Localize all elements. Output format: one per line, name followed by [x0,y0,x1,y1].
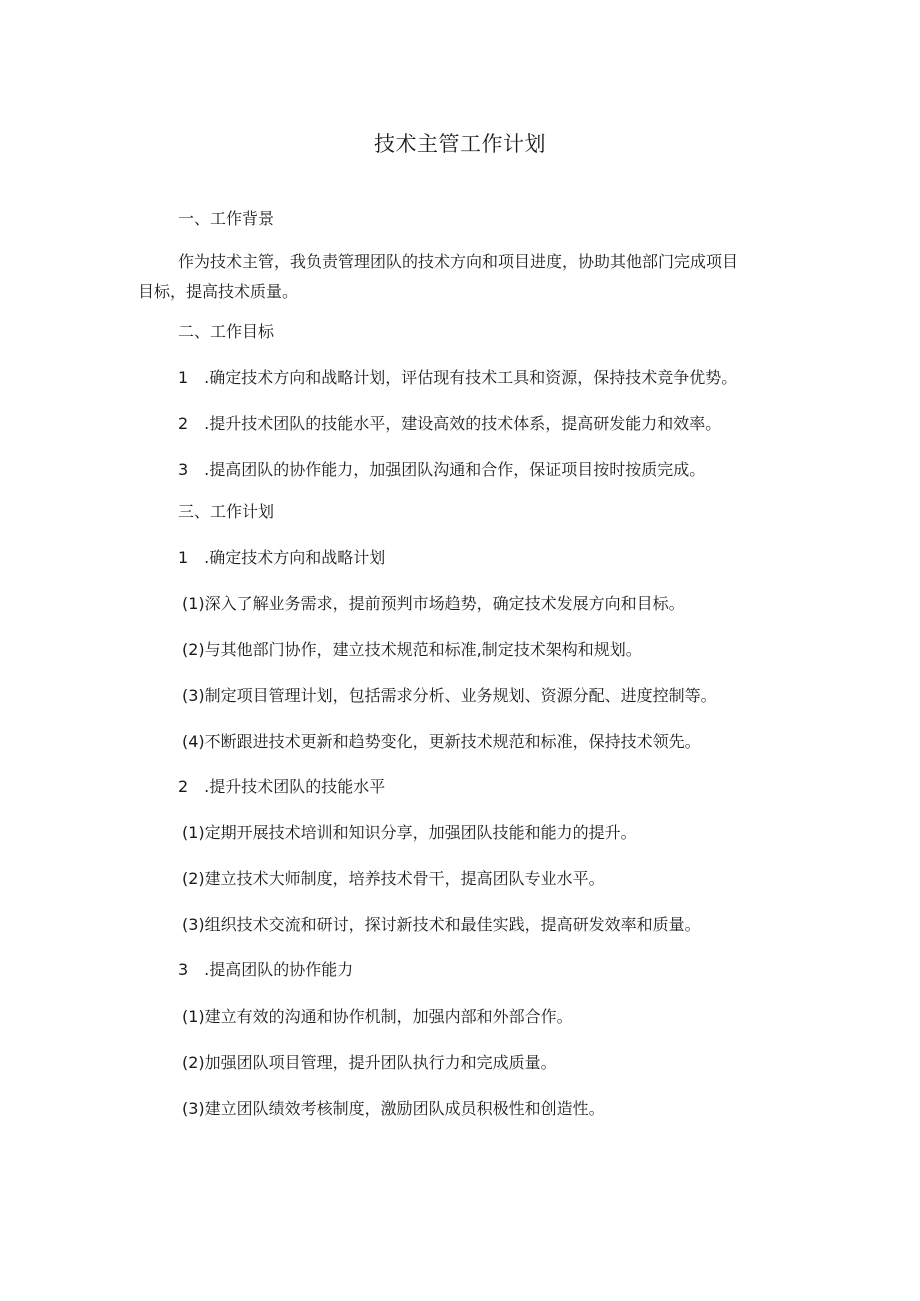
goal-item-3: 3 .提高团队的协作能力，加强团队沟通和合作，保证项目按时按质完成。 [178,460,706,479]
background-paragraph-line-2: 目标，提高技术质量。 [138,282,299,301]
plan-group-2-title: 2 .提升技术团队的技能水平 [178,777,386,796]
background-paragraph-line-1: 作为技术主管，我负责管理团队的技术方向和项目进度，协助其他部门完成项目 [178,252,739,271]
plan-group-2-item-3: (3)组织技术交流和研讨，探讨新技术和最佳实践，提高研发效率和质量。 [182,915,701,934]
plan-group-1-item-3: (3)制定项目管理计划，包括需求分析、业务规划、资源分配、进度控制等。 [182,686,717,705]
section-heading-goals: 二、工作目标 [178,322,275,341]
goal-item-2: 2 .提升技术团队的技能水平，建设高效的技术体系，提高研发能力和效率。 [178,414,722,433]
plan-group-1-title: 1 .确定技术方向和战略计划 [178,548,386,567]
plan-group-3-item-3: (3)建立团队绩效考核制度，激励团队成员积极性和创造性。 [182,1099,605,1118]
section-heading-background: 一、工作背景 [178,209,275,228]
plan-group-2-item-2: (2)建立技术大师制度，培养技术骨干，提高团队专业水平。 [182,869,605,888]
plan-group-3-item-2: (2)加强团队项目管理，提升团队执行力和完成质量。 [182,1053,557,1072]
section-heading-plan: 三、工作计划 [178,502,275,521]
plan-group-2-item-1: (1)定期开展技术培训和知识分享，加强团队技能和能力的提升。 [182,823,637,842]
plan-group-3-item-1: (1)建立有效的沟通和协作机制，加强内部和外部合作。 [182,1007,573,1026]
plan-group-3-title: 3 .提高团队的协作能力 [178,960,354,979]
goal-item-1: 1 .确定技术方向和战略计划，评估现有技术工具和资源，保持技术竞争优势。 [178,368,738,387]
plan-group-1-item-4: (4)不断跟进技术更新和趋势变化，更新技术规范和标准，保持技术领先。 [182,732,701,751]
plan-group-1-item-2: (2)与其他部门协作，建立技术规范和标准,制定技术架构和规划。 [182,640,642,659]
plan-group-1-item-1: (1)深入了解业务需求，提前预判市场趋势，确定技术发展方向和目标。 [182,594,685,613]
document-title: 技术主管工作计划 [374,132,546,156]
